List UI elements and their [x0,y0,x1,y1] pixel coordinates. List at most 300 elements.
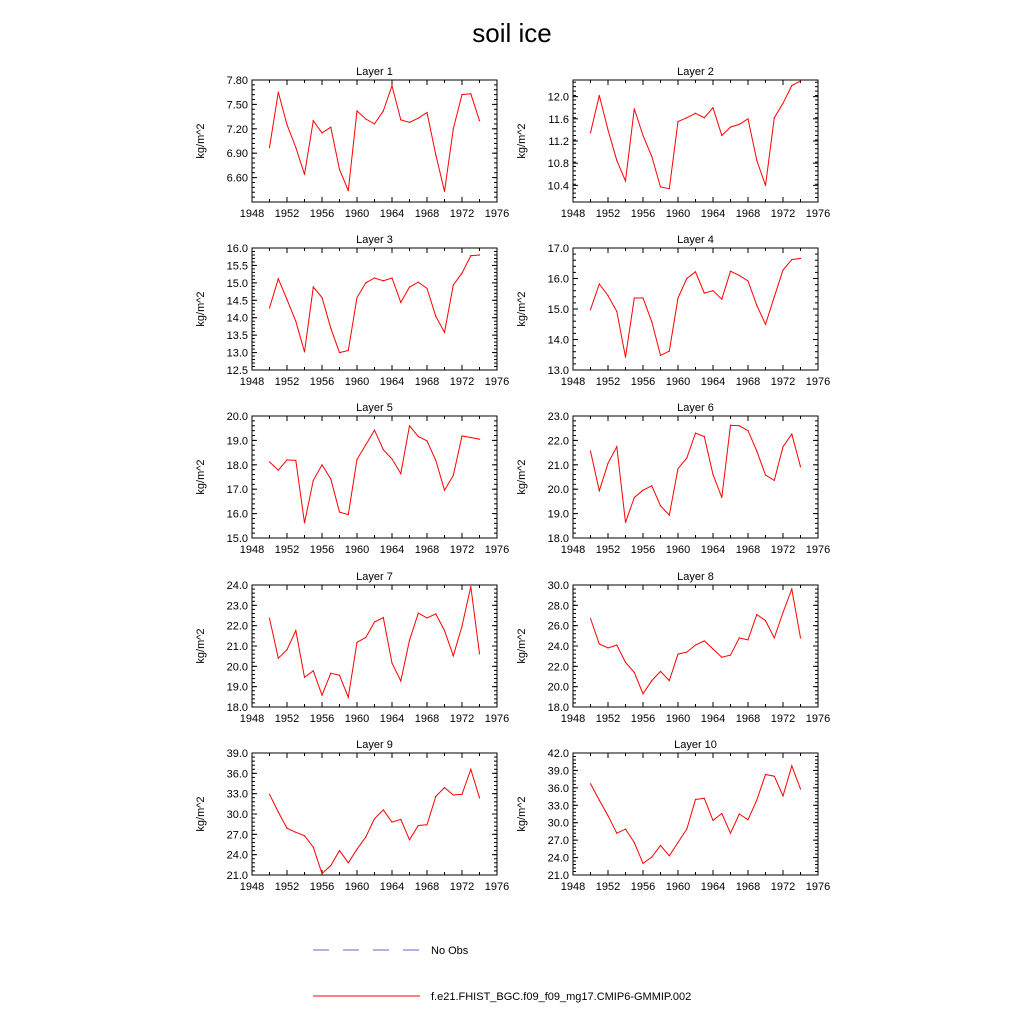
x-tick-label: 1956 [309,544,335,556]
x-tick-label: 1956 [630,208,656,220]
data-point [418,436,419,437]
data-point [278,811,279,812]
y-tick-label: 10.8 [547,158,569,171]
y-tick-label: 39.0 [547,765,569,778]
y-tick-label: 7.80 [226,75,248,87]
data-point [400,473,401,474]
data-point [756,160,757,161]
data-point [739,425,740,426]
y-tick-label: 42.0 [547,748,569,760]
y-tick-label: 19.0 [226,681,248,694]
x-tick-label: 1964 [700,208,726,220]
y-axis-label: kg/m^2 [195,123,207,159]
data-point [470,93,471,94]
data-point [278,278,279,279]
data-point [286,459,287,460]
data-point [453,284,454,285]
data-point [756,451,757,452]
data-point [739,275,740,276]
y-tick-label: 24.0 [226,849,248,862]
x-tick-label: 1976 [805,208,831,220]
panel-title: Layer 10 [674,739,717,751]
data-point [391,277,392,278]
y-tick-label: 36.0 [547,782,569,795]
data-point [721,657,722,658]
x-tick-label: 1952 [274,881,300,893]
data-point [782,795,783,796]
data-point [642,490,643,491]
data-point [409,425,410,426]
panel-layer-2 [516,66,830,220]
x-tick-label: 1956 [309,208,335,220]
legend [313,945,691,1003]
data-point [721,299,722,300]
data-point [704,117,705,118]
data-point [677,297,678,298]
data-point [704,293,705,294]
data-point [651,321,652,322]
y-tick-label: 6.90 [226,148,248,161]
data-point [800,788,801,789]
panel-layer-10 [516,739,830,893]
data-point [365,444,366,445]
y-tick-label: 39.0 [226,748,248,760]
data-point [365,836,366,837]
y-tick-label: 13.5 [226,330,248,343]
x-tick-label: 1948 [239,544,265,556]
y-tick-label: 23.0 [547,411,569,423]
data-point [286,299,287,300]
y-axis-label: kg/m^2 [516,123,528,159]
series-line [591,589,801,694]
x-tick-label: 1968 [735,544,761,556]
y-tick-label: 22.0 [547,661,569,674]
data-point [774,637,775,638]
data-point [383,110,384,111]
data-point [677,842,678,843]
legend-label-no-obs: No Obs [431,945,469,957]
data-point [599,283,600,284]
panel-title: Layer 5 [356,402,393,414]
data-point [774,480,775,481]
x-tick-label: 1964 [379,544,405,556]
data-point [426,288,427,289]
y-axis-label: kg/m^2 [516,291,528,327]
data-point [599,95,600,96]
y-tick-label: 13.0 [226,347,248,360]
data-point [712,107,713,108]
y-axis-label: kg/m^2 [516,628,528,664]
data-point [686,457,687,458]
x-tick-label: 1960 [344,376,370,388]
data-point [479,653,480,654]
data-point [348,190,349,191]
x-tick-label: 1956 [630,881,656,893]
y-tick-label: 24.0 [226,580,248,592]
data-point [374,277,375,278]
x-tick-label: 1972 [770,713,796,725]
data-point [677,654,678,655]
data-point [391,85,392,86]
data-point [642,135,643,136]
x-tick-label: 1968 [414,208,440,220]
x-tick-label: 1968 [735,713,761,725]
x-tick-label: 1960 [665,208,691,220]
data-point [765,620,766,621]
data-point [669,855,670,856]
x-tick-label: 1972 [770,544,796,556]
data-point [461,94,462,95]
x-tick-label: 1976 [805,713,831,725]
y-tick-label: 21.0 [547,459,569,472]
x-tick-label: 1948 [239,376,265,388]
data-point [453,128,454,129]
y-tick-label: 14.0 [547,334,569,347]
data-point [782,446,783,447]
data-point [444,630,445,631]
data-point [383,280,384,281]
data-point [704,436,705,437]
x-tick-label: 1976 [484,376,510,388]
data-point [660,505,661,506]
data-point [461,794,462,795]
panel-title: Layer 1 [356,66,393,78]
x-tick-label: 1972 [449,544,475,556]
data-point [634,672,635,673]
x-tick-label: 1976 [805,544,831,556]
data-point [330,673,331,674]
data-point [695,432,696,433]
data-point [269,461,270,462]
data-point [747,280,748,281]
data-point [730,127,731,128]
legend-label-model: f.e21.FHIST_BGC.f09_f09_mg17.CMIP6-GMMIP.002 [431,991,692,1003]
x-tick-label: 1952 [595,713,621,725]
data-point [321,695,322,696]
data-point [607,815,608,816]
data-point [747,118,748,119]
data-point [435,460,436,461]
data-point [444,787,445,788]
y-axis-label: kg/m^2 [195,628,207,664]
data-point [269,794,270,795]
x-tick-label: 1952 [595,208,621,220]
x-tick-label: 1968 [735,208,761,220]
data-point [669,514,670,515]
y-tick-label: 24.0 [547,641,569,653]
y-tick-label: 18.0 [226,459,248,472]
y-axis-label: kg/m^2 [195,796,207,832]
panels [195,66,830,893]
y-tick-label: 12.5 [226,365,248,377]
data-point [330,328,331,329]
data-point [348,697,349,698]
data-point [304,174,305,175]
data-point [409,640,410,641]
x-tick-label: 1952 [595,881,621,893]
x-tick-label: 1972 [770,208,796,220]
data-point [730,271,731,272]
panel-layer-9 [195,739,509,893]
y-tick-label: 7.50 [226,99,248,112]
data-point [590,451,591,452]
y-tick-label: 30.0 [547,580,569,592]
data-point [634,297,635,298]
data-point [739,813,740,814]
data-point [444,332,445,333]
x-tick-label: 1964 [700,376,726,388]
data-point [599,799,600,800]
data-point [383,617,384,618]
y-tick-label: 19.0 [547,508,569,521]
data-point [418,825,419,826]
data-point [286,649,287,650]
data-point [313,670,314,671]
data-point [330,127,331,128]
series-line [270,86,480,192]
y-tick-label: 10.4 [547,180,569,193]
data-point [625,829,626,830]
x-tick-label: 1952 [274,713,300,725]
data-point [607,463,608,464]
data-point [791,588,792,589]
data-point [774,776,775,777]
y-tick-label: 23.0 [226,600,248,613]
data-point [339,675,340,676]
data-point [374,818,375,819]
data-point [704,640,705,641]
x-tick-label: 1976 [484,713,510,725]
data-point [304,835,305,836]
y-tick-label: 14.5 [226,295,248,308]
data-point [774,117,775,118]
data-point [791,259,792,260]
data-point [765,774,766,775]
data-point [453,655,454,656]
data-point [616,833,617,834]
data-point [426,112,427,113]
y-tick-label: 16.0 [226,508,248,521]
panel-title: Layer 9 [356,739,393,751]
x-tick-label: 1968 [735,881,761,893]
data-point [461,435,462,436]
data-point [704,798,705,799]
data-point [374,621,375,622]
data-point [695,271,696,272]
data-point [800,81,801,82]
data-point [479,797,480,798]
plot-frame [573,80,818,202]
y-tick-label: 16.0 [547,273,569,286]
data-point [444,490,445,491]
x-tick-label: 1964 [700,881,726,893]
data-point [625,180,626,181]
data-point [660,355,661,356]
y-tick-label: 11.6 [548,113,569,126]
data-point [278,92,279,93]
x-tick-label: 1960 [344,713,370,725]
y-tick-label: 19.0 [226,435,248,448]
data-point [712,820,713,821]
data-point [330,865,331,866]
data-point [669,680,670,681]
data-point [374,430,375,431]
y-tick-label: 18.0 [547,533,569,545]
data-point [435,316,436,317]
data-point [426,824,427,825]
y-tick-label: 17.0 [226,484,248,497]
panel-title: Layer 6 [677,402,714,414]
panel-layer-4 [516,234,830,388]
y-tick-label: 17.0 [547,243,569,255]
series-line [591,258,801,357]
data-point [765,474,766,475]
y-tick-label: 12.0 [547,91,569,104]
data-point [278,658,279,659]
data-point [348,350,349,351]
data-point [356,459,357,460]
data-point [304,677,305,678]
x-tick-label: 1968 [414,881,440,893]
data-point [695,799,696,800]
y-tick-label: 30.0 [547,817,569,830]
data-point [313,286,314,287]
x-tick-label: 1964 [379,376,405,388]
y-tick-label: 15.0 [547,304,569,316]
x-tick-label: 1948 [560,713,586,725]
y-tick-label: 36.0 [226,768,248,781]
data-point [348,514,349,515]
data-point [800,637,801,638]
data-point [313,847,314,848]
y-tick-label: 24.0 [547,852,569,865]
data-point [295,630,296,631]
data-point [391,458,392,459]
data-point [400,680,401,681]
data-point [409,122,410,123]
data-point [321,297,322,298]
y-tick-label: 33.0 [547,800,569,813]
data-point [616,160,617,161]
data-point [607,295,608,296]
y-tick-label: 11.2 [548,136,569,148]
y-tick-label: 27.0 [226,829,248,842]
data-point [651,680,652,681]
data-point [295,147,296,148]
data-point [453,475,454,476]
data-point [321,132,322,133]
data-point [651,156,652,157]
x-tick-label: 1960 [344,208,370,220]
x-tick-label: 1976 [484,208,510,220]
data-point [383,809,384,810]
y-tick-label: 18.0 [547,702,569,714]
data-point [712,474,713,475]
y-tick-label: 27.0 [547,835,569,848]
plot-frame [573,248,818,370]
plot-frame [573,753,818,875]
y-tick-label: 22.0 [226,620,248,633]
data-point [607,647,608,648]
y-tick-label: 21.0 [547,870,569,882]
series-line [270,426,480,523]
data-point [660,186,661,187]
plot-frame [252,416,497,538]
data-point [400,302,401,303]
data-point [409,286,410,287]
data-point [400,119,401,120]
x-tick-label: 1956 [630,376,656,388]
x-tick-label: 1976 [805,376,831,388]
y-axis-label: kg/m^2 [516,796,528,832]
data-point [470,255,471,256]
data-point [756,614,757,615]
data-point [304,522,305,523]
series-line [591,425,801,522]
data-point [356,849,357,850]
x-tick-label: 1948 [239,881,265,893]
data-point [409,839,410,840]
data-point [313,480,314,481]
data-point [418,282,419,283]
data-point [590,783,591,784]
x-tick-label: 1964 [379,713,405,725]
x-tick-label: 1948 [560,544,586,556]
data-point [747,819,748,820]
series-line [270,769,480,873]
data-point [286,828,287,829]
data-point [651,485,652,486]
data-point [677,121,678,122]
data-point [479,439,480,440]
y-tick-label: 28.0 [547,600,569,613]
y-tick-label: 15.0 [226,277,248,290]
data-point [712,648,713,649]
data-point [765,185,766,186]
data-point [295,460,296,461]
data-point [782,269,783,270]
y-tick-label: 20.0 [226,411,248,423]
y-tick-label: 18.0 [226,702,248,714]
data-point [660,845,661,846]
data-point [721,497,722,498]
data-point [435,613,436,614]
data-point [695,644,696,645]
x-tick-label: 1948 [560,881,586,893]
data-point [791,85,792,86]
data-point [774,296,775,297]
data-point [730,655,731,656]
data-point [374,123,375,124]
x-tick-label: 1976 [805,881,831,893]
x-tick-label: 1964 [379,881,405,893]
data-point [590,618,591,619]
data-point [339,512,340,513]
data-point [599,643,600,644]
data-point [791,765,792,766]
data-point [625,357,626,358]
data-point [669,350,670,351]
data-point [461,272,462,273]
x-tick-label: 1972 [449,376,475,388]
data-point [304,351,305,352]
y-tick-label: 26.0 [547,620,569,633]
x-tick-label: 1968 [735,376,761,388]
y-tick-label: 33.0 [226,788,248,801]
x-tick-label: 1976 [484,544,510,556]
data-point [607,129,608,130]
data-point [321,873,322,874]
